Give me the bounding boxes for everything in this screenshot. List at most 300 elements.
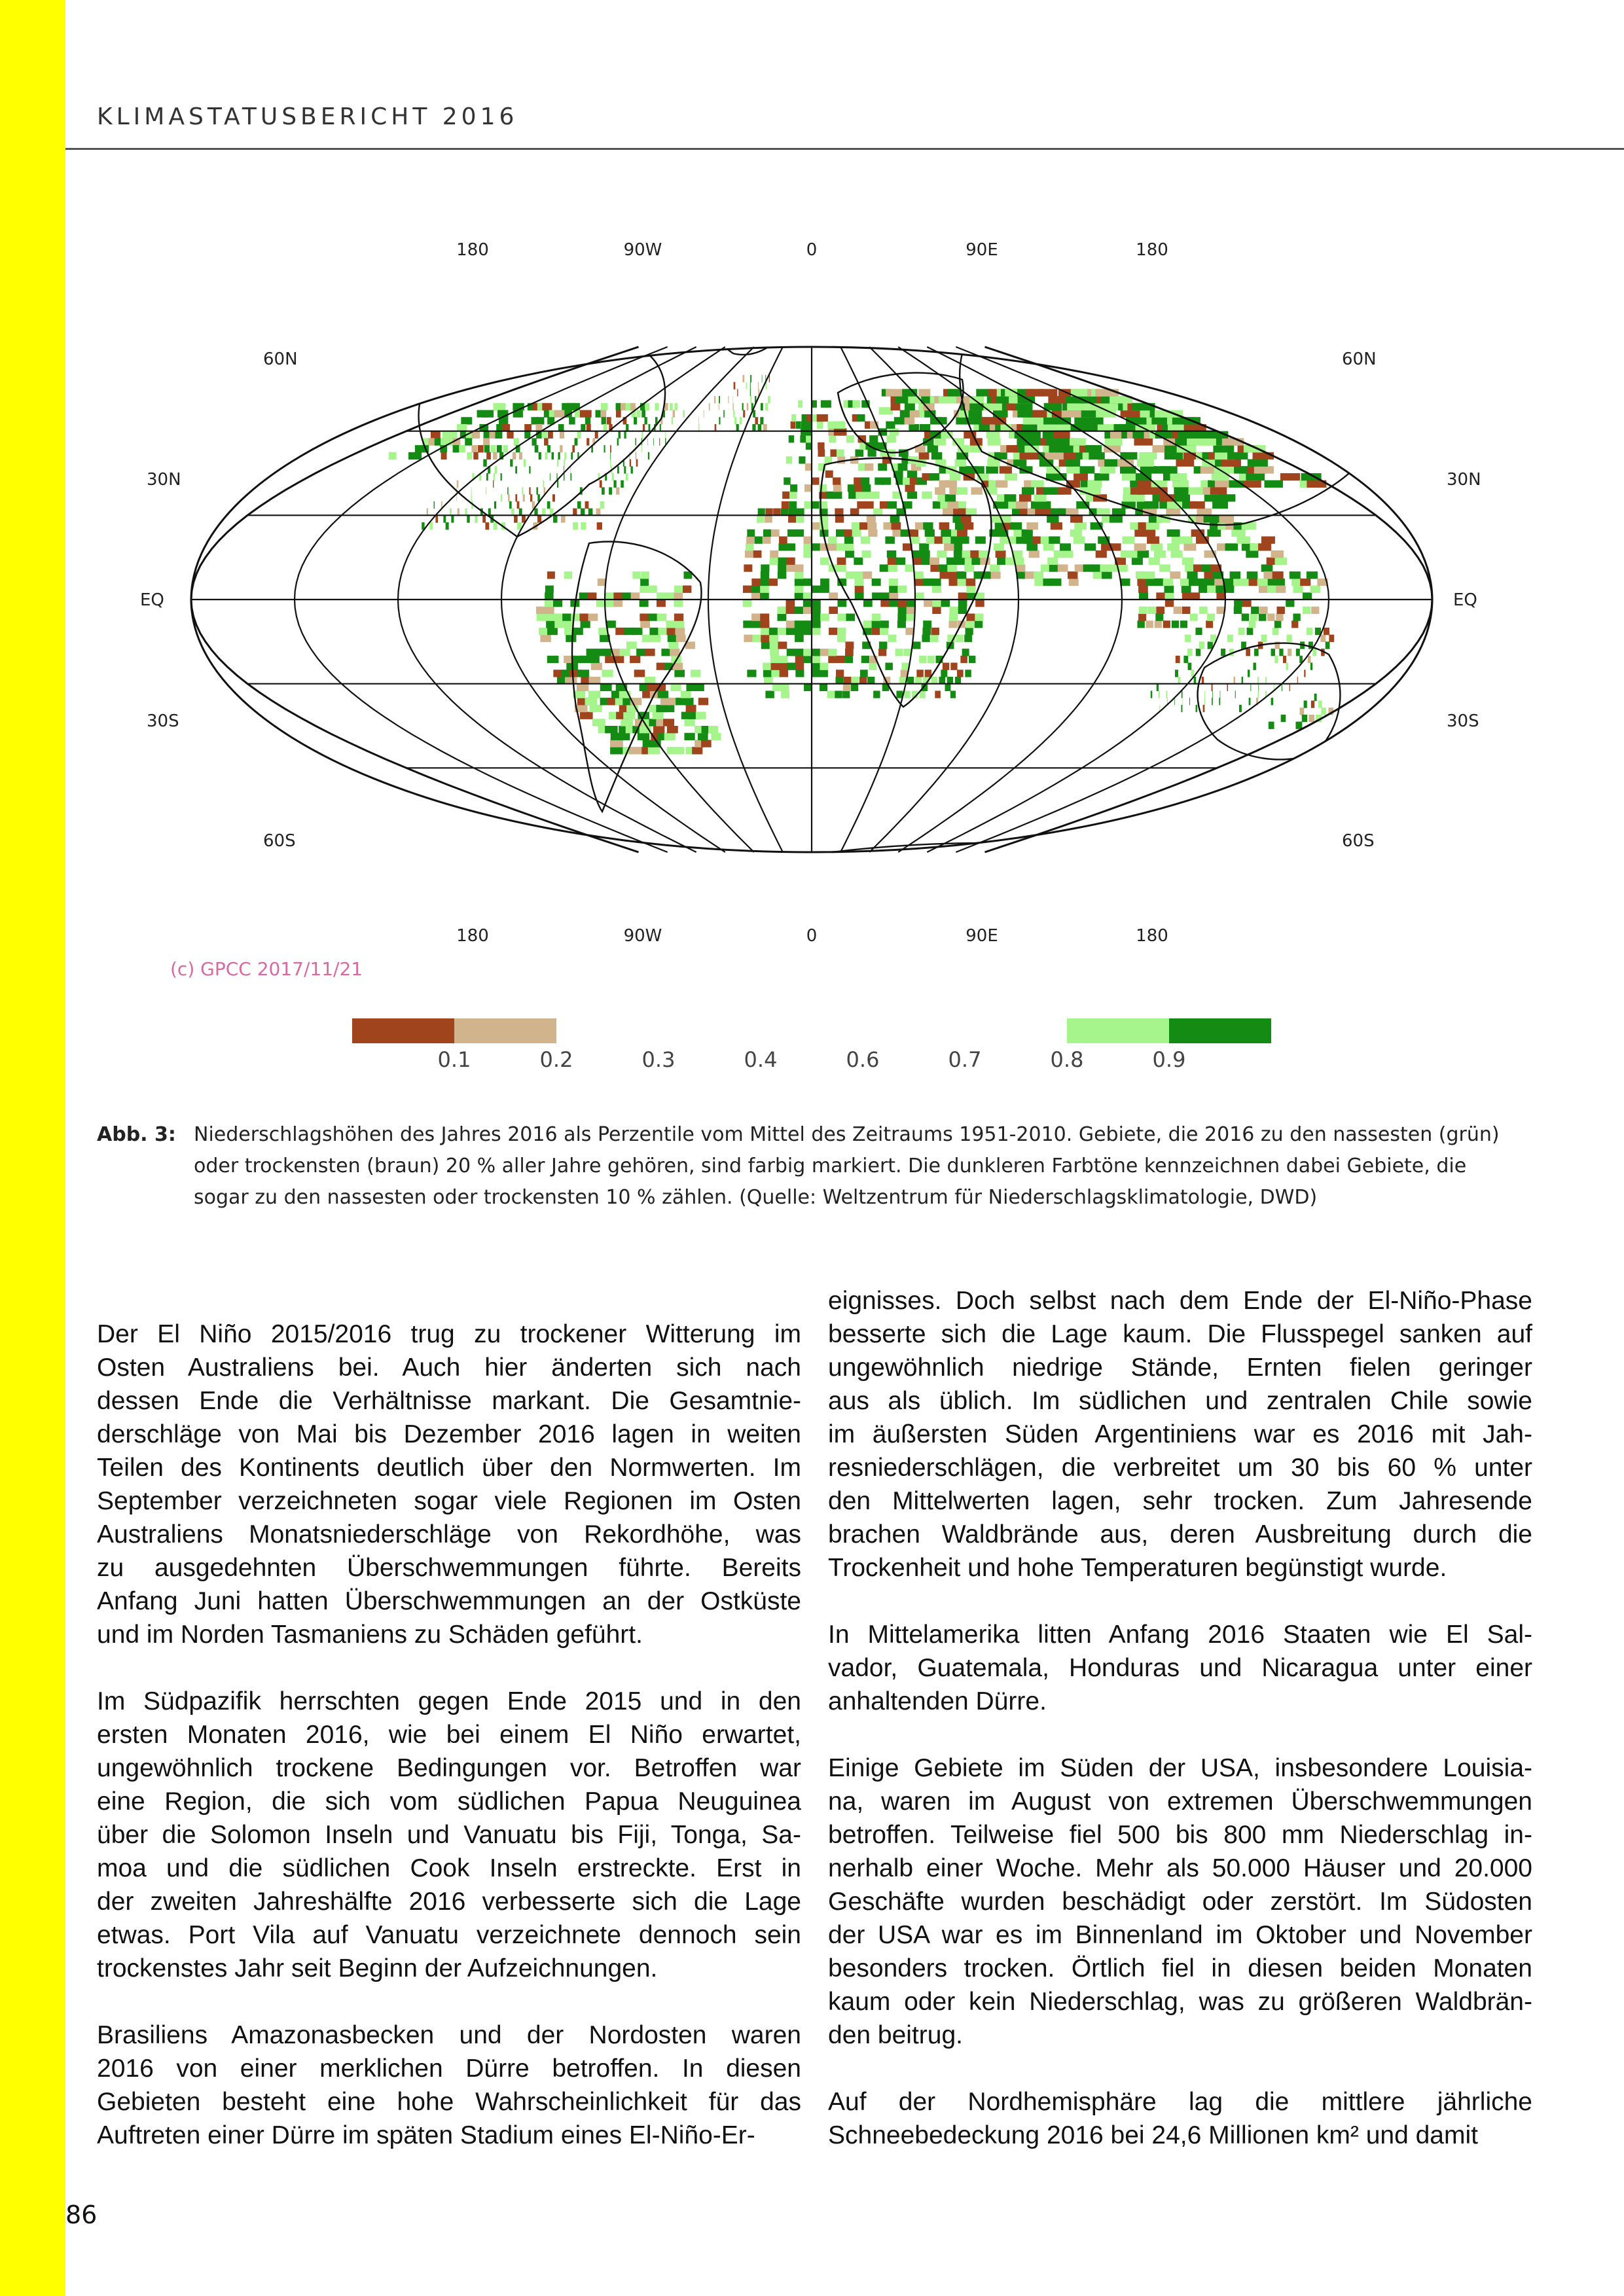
precip-cell — [581, 620, 590, 628]
precip-cell — [1259, 586, 1269, 593]
map-axis-label: 30S — [147, 711, 179, 731]
precip-cell — [579, 613, 589, 620]
precip-cell — [1034, 579, 1044, 586]
map-figure — [118, 236, 1532, 980]
precip-cell — [465, 438, 472, 445]
precip-cell — [743, 410, 745, 418]
precip-cell — [770, 656, 780, 663]
precip-cell — [640, 579, 649, 586]
precip-cell — [922, 492, 932, 499]
precip-cell — [896, 558, 905, 565]
precip-cell — [930, 635, 938, 642]
precip-cell — [572, 445, 575, 452]
precip-cell — [645, 649, 655, 656]
precip-cell — [1190, 613, 1198, 620]
precip-cell — [494, 473, 495, 480]
precip-cell — [577, 501, 581, 509]
precip-cell — [456, 494, 457, 501]
precip-cell — [1138, 487, 1153, 494]
precip-cell — [778, 656, 787, 663]
body-text-line: Australiens Monatsniederschläge von Rekordhöhe, was — [97, 1520, 801, 1549]
precip-cell — [1216, 607, 1225, 614]
precip-cell — [786, 607, 795, 614]
precip-cell — [895, 396, 905, 403]
precip-cell — [829, 435, 836, 442]
precip-cell — [825, 471, 833, 478]
precip-cell — [820, 558, 829, 565]
precip-cell — [1164, 452, 1183, 459]
precip-cell — [634, 417, 637, 424]
body-text-line: im äußersten Süden Argentiniens war es 2016 mit Jah- — [828, 1420, 1532, 1448]
precip-cell — [592, 719, 605, 726]
precip-cell — [1047, 558, 1058, 565]
precip-cell — [1058, 564, 1068, 571]
precip-cell — [530, 494, 532, 501]
precip-cell — [750, 382, 751, 389]
precip-cell — [1221, 459, 1241, 467]
precip-cell — [887, 435, 896, 442]
precip-cell — [674, 403, 677, 410]
precip-cell — [959, 537, 969, 544]
precip-cell — [1307, 628, 1312, 635]
precip-cell — [836, 529, 845, 537]
precip-cell — [514, 515, 518, 522]
precip-cell — [852, 522, 861, 529]
precip-cell — [1300, 579, 1310, 586]
body-text-line: Anfang Juni hatten Überschwemmungen an der Ostküste — [97, 1587, 801, 1615]
precip-cell — [1134, 438, 1153, 445]
precip-cell — [912, 558, 922, 565]
precip-cell — [1047, 515, 1058, 522]
body-text-line: moa und die südlichen Cook Inseln erstreckte. Erst in — [97, 1854, 801, 1882]
precip-cell — [1176, 459, 1194, 467]
precip-cell — [1212, 684, 1213, 691]
precip-cell — [1183, 543, 1196, 550]
precip-cell — [932, 607, 941, 614]
precip-cell — [1181, 705, 1182, 712]
precip-cell — [560, 445, 562, 452]
precip-cell — [801, 422, 806, 429]
precip-cell — [1283, 656, 1286, 663]
precip-cell — [795, 628, 804, 635]
precip-cell — [812, 414, 818, 422]
precip-cell — [920, 550, 930, 558]
precip-cell — [1174, 494, 1190, 501]
precip-cell — [617, 466, 619, 473]
precip-cell — [958, 600, 967, 607]
precip-cell — [473, 452, 478, 459]
precip-cell — [1329, 635, 1334, 642]
precip-cell — [801, 428, 806, 435]
precip-cell — [804, 501, 812, 509]
precip-cell — [641, 410, 645, 418]
precip-cell — [685, 719, 695, 726]
precip-cell — [803, 543, 812, 550]
body-text-line: Auf der Nordhemisphäre lag die mittlere jährliche — [828, 2088, 1532, 2116]
precip-cell — [626, 641, 637, 649]
precip-cell — [683, 586, 691, 593]
body-text-line: na, waren im August von extremen Überschwemmungen — [828, 1787, 1532, 1816]
precip-cell — [537, 417, 545, 424]
page-number: 86 — [65, 2200, 98, 2229]
precip-cell — [891, 403, 901, 410]
precip-cell — [624, 466, 626, 473]
precip-cell — [1182, 691, 1183, 698]
precip-cell — [825, 400, 831, 407]
precip-cell — [966, 613, 975, 620]
precip-cell — [1005, 473, 1017, 480]
precip-cell — [842, 691, 850, 698]
precip-cell — [569, 417, 575, 424]
precip-cell — [665, 431, 666, 439]
precip-cell — [763, 529, 771, 537]
precip-cell — [482, 410, 494, 418]
precip-cell — [1246, 550, 1258, 558]
precip-cell — [820, 522, 828, 529]
precip-cell — [1074, 522, 1087, 529]
precip-cell — [795, 607, 804, 614]
precip-cell — [564, 571, 572, 579]
precip-cell — [485, 522, 489, 529]
precip-cell — [581, 522, 586, 529]
body-text-line: zu ausgedehnten Überschwemmungen führte. Bereits — [97, 1554, 801, 1582]
precip-cell — [1085, 417, 1104, 424]
precip-cell — [855, 586, 864, 593]
precip-cell — [507, 487, 508, 494]
precip-cell — [777, 613, 786, 620]
precip-cell — [557, 480, 558, 488]
precip-cell — [761, 564, 769, 571]
precip-cell — [513, 452, 516, 459]
precip-cell — [986, 466, 998, 473]
legend-swatch — [352, 1018, 454, 1043]
precip-cell — [415, 452, 422, 459]
precip-cell — [812, 620, 821, 628]
precip-cell — [975, 537, 986, 544]
precip-cell — [634, 670, 645, 677]
precip-cell — [1049, 537, 1060, 544]
precip-cell — [790, 484, 797, 492]
precip-cell — [1234, 607, 1242, 614]
precip-cell — [631, 466, 633, 473]
precip-cell — [887, 550, 896, 558]
precip-cell — [597, 522, 602, 529]
precip-cell — [389, 452, 396, 459]
precip-cell — [820, 684, 827, 691]
body-text-line: derschläge von Mai bis Dezember 2016 lagen in weiten — [97, 1420, 801, 1448]
caption-line: oder trockensten (braun) 20 % aller Jahre gehören, sind farbig markiert. Die dunkleren Farbtöne kennzeichnen dabei Gebiete, die — [194, 1155, 1467, 1177]
precip-cell — [768, 396, 770, 403]
precip-cell — [535, 445, 539, 452]
precip-cell — [1146, 579, 1156, 586]
precip-cell — [641, 431, 643, 439]
precip-cell — [522, 487, 523, 494]
precip-cell — [919, 656, 926, 663]
map-axis-label: 180 — [1136, 240, 1168, 260]
precip-cell — [890, 515, 900, 522]
legend-tick-label: 0.8 — [1050, 1047, 1084, 1072]
precip-cell — [486, 452, 491, 459]
precip-cell — [795, 670, 804, 677]
precip-cell — [684, 733, 695, 740]
precip-cell — [1247, 628, 1254, 635]
precip-cell — [955, 558, 965, 565]
precip-cell — [812, 663, 820, 670]
precip-cell — [1290, 571, 1301, 579]
precip-cell — [560, 431, 564, 439]
precip-cell — [1175, 670, 1178, 677]
precip-cell — [753, 410, 755, 418]
precip-cell — [1324, 628, 1329, 635]
precip-cell — [901, 670, 908, 677]
precip-cell — [484, 445, 490, 452]
precip-cell — [1043, 579, 1053, 586]
precip-cell — [795, 663, 804, 670]
precip-cell — [1043, 543, 1055, 550]
precip-cell — [1254, 649, 1259, 656]
precip-cell — [1174, 698, 1175, 705]
precip-cell — [996, 480, 1007, 488]
precip-cell — [945, 494, 956, 501]
precip-cell — [1034, 494, 1046, 501]
precip-cell — [1016, 501, 1028, 509]
precip-cell — [769, 635, 778, 642]
precip-cell — [880, 564, 889, 571]
precip-cell — [778, 641, 787, 649]
precip-cell — [818, 442, 824, 450]
precip-cell — [728, 396, 729, 403]
precip-cell — [1293, 613, 1300, 620]
map-axis-label: 60N — [1342, 350, 1377, 369]
precip-cell — [683, 410, 685, 418]
precip-cell — [905, 628, 914, 635]
body-text-line: September verzeichneten sogar viele Regionen im Osten — [97, 1487, 801, 1515]
precip-cell — [843, 684, 851, 691]
precip-cell — [493, 480, 494, 488]
precip-cell — [641, 571, 649, 579]
precip-cell — [471, 445, 477, 452]
precip-cell — [812, 600, 821, 607]
precip-cell — [862, 484, 871, 492]
precip-cell — [670, 403, 673, 410]
precip-cell — [852, 529, 861, 537]
precip-cell — [820, 613, 829, 620]
precip-cell — [786, 558, 795, 565]
precip-cell — [990, 564, 1000, 571]
precip-cell — [786, 628, 795, 635]
precip-cell — [711, 733, 721, 740]
precip-cell — [1171, 550, 1183, 558]
precip-cell — [928, 656, 935, 663]
precip-cell — [965, 670, 971, 677]
precip-cell — [494, 522, 497, 529]
precip-cell — [510, 459, 513, 467]
precip-cell — [1189, 698, 1190, 705]
precip-cell — [666, 620, 676, 628]
precip-cell — [945, 684, 951, 691]
body-text-line: Osten Australiens bei. Auch hier änderten sich nach — [97, 1354, 801, 1382]
precip-cell — [964, 635, 972, 642]
precip-cell — [948, 501, 958, 509]
precip-cell — [923, 522, 933, 529]
precip-cell — [837, 635, 846, 642]
precip-cell — [892, 522, 901, 529]
precip-cell — [791, 422, 796, 429]
precip-cell — [580, 712, 593, 719]
precip-cell — [493, 403, 505, 410]
precip-cell — [787, 529, 796, 537]
precip-cell — [1236, 537, 1250, 544]
precip-cell — [714, 396, 715, 403]
precip-cell — [782, 501, 789, 509]
precip-cell — [552, 494, 555, 501]
precip-cell — [994, 543, 1004, 550]
precip-cell — [1146, 522, 1159, 529]
precip-cell — [761, 571, 769, 579]
precip-cell — [796, 515, 804, 522]
precip-cell — [626, 473, 628, 480]
precip-cell — [553, 515, 558, 522]
precip-cell — [948, 571, 958, 579]
precip-cell — [545, 586, 554, 593]
precip-cell — [988, 438, 1001, 445]
precip-cell — [600, 410, 606, 418]
body-text-line: 2016 von einer merklichen Dürre betroffen. In diesen — [97, 2054, 801, 2083]
precip-cell — [529, 466, 530, 473]
precip-cell — [542, 403, 552, 410]
precip-cell — [507, 431, 513, 439]
precip-cell — [796, 422, 801, 429]
precip-cell — [605, 600, 614, 607]
precip-cell — [789, 435, 794, 442]
precip-cell — [907, 607, 915, 614]
precip-cell — [758, 382, 759, 389]
precip-cell — [817, 422, 823, 429]
precip-cell — [804, 537, 812, 544]
map-axis-label: 90E — [965, 240, 998, 260]
precip-cell — [1315, 628, 1321, 635]
precip-cell — [1230, 571, 1241, 579]
precip-cell — [475, 515, 478, 522]
precip-cell — [543, 480, 544, 488]
precip-cell — [859, 522, 869, 529]
precip-cell — [588, 656, 600, 663]
precip-cell — [1157, 684, 1159, 691]
body-text-line: den beitrug. — [828, 2021, 963, 2049]
precip-cell — [570, 466, 571, 473]
precip-cell — [648, 586, 657, 593]
precip-cell — [950, 473, 961, 480]
precip-cell — [828, 537, 837, 544]
precip-cell — [1170, 571, 1180, 579]
body-text-line: Schneebedeckung 2016 bei 24,6 Millionen km² und damit — [828, 2121, 1478, 2149]
precip-cell — [1022, 529, 1033, 537]
precip-cell — [708, 726, 718, 733]
precip-cell — [1257, 691, 1259, 698]
precip-cell — [844, 537, 854, 544]
precip-cell — [854, 571, 863, 579]
precip-cell — [1302, 715, 1307, 722]
precip-cell — [1163, 620, 1170, 628]
precip-cell — [657, 600, 666, 607]
precip-cell — [586, 438, 589, 445]
precip-cell — [1085, 445, 1102, 452]
precip-cell — [845, 550, 854, 558]
precip-cell — [835, 691, 842, 698]
precip-cell — [668, 641, 678, 649]
precip-cell — [668, 635, 677, 642]
precip-cell — [1187, 649, 1193, 656]
precip-cell — [742, 403, 744, 410]
precip-cell — [837, 450, 844, 457]
precip-cell — [1147, 607, 1156, 614]
precip-cell — [1296, 649, 1300, 656]
precip-cell — [621, 719, 633, 726]
precip-cell — [795, 635, 804, 642]
precip-cell — [1132, 558, 1143, 565]
precip-cell — [621, 480, 624, 488]
precip-cell — [494, 501, 496, 509]
precip-cell — [947, 389, 961, 396]
precip-cell — [771, 529, 779, 537]
precip-cell — [821, 414, 827, 422]
precip-cell — [923, 579, 932, 586]
precip-cell — [935, 691, 941, 698]
precip-cell — [467, 515, 469, 522]
precip-cell — [1149, 558, 1160, 565]
precip-cell — [912, 641, 920, 649]
precip-cell — [1250, 684, 1251, 691]
precip-cell — [1219, 494, 1235, 501]
precip-cell — [1271, 550, 1284, 558]
precip-cell — [812, 670, 820, 677]
body-text-line: ungewöhnlich trockene Bedingungen vor. Betroffen war — [97, 1754, 801, 1782]
map-axis-label: 30N — [147, 470, 181, 490]
precip-cell — [1062, 550, 1074, 558]
precip-cell — [636, 459, 638, 467]
precip-cell — [1227, 452, 1248, 459]
precip-cell — [1272, 628, 1278, 635]
precip-cell — [698, 733, 708, 740]
precip-cell — [1048, 396, 1067, 403]
precip-cell — [941, 529, 951, 537]
precip-cell — [750, 389, 751, 396]
precip-cell — [486, 473, 488, 480]
precip-cell — [616, 410, 621, 418]
precip-cell — [1261, 564, 1273, 571]
precip-cell — [1172, 620, 1179, 628]
precip-cell — [1259, 607, 1267, 614]
precip-cell — [1274, 656, 1278, 663]
precip-cell — [791, 414, 796, 422]
precip-cell — [1308, 715, 1314, 722]
precip-cell — [554, 620, 564, 628]
precip-cell — [501, 473, 502, 480]
precip-cell — [939, 522, 950, 529]
precip-cell — [649, 628, 659, 635]
precip-cell — [956, 635, 964, 642]
precip-cell — [963, 522, 973, 529]
precip-cell — [1279, 649, 1283, 656]
precip-cell — [795, 656, 804, 663]
precip-cell — [1156, 607, 1164, 614]
precip-cell — [1069, 579, 1079, 586]
precip-cell — [740, 417, 742, 424]
precip-cell — [932, 600, 941, 607]
precip-cell — [1120, 466, 1136, 473]
precip-cell — [1254, 466, 1274, 473]
precip-cell — [1137, 480, 1153, 488]
